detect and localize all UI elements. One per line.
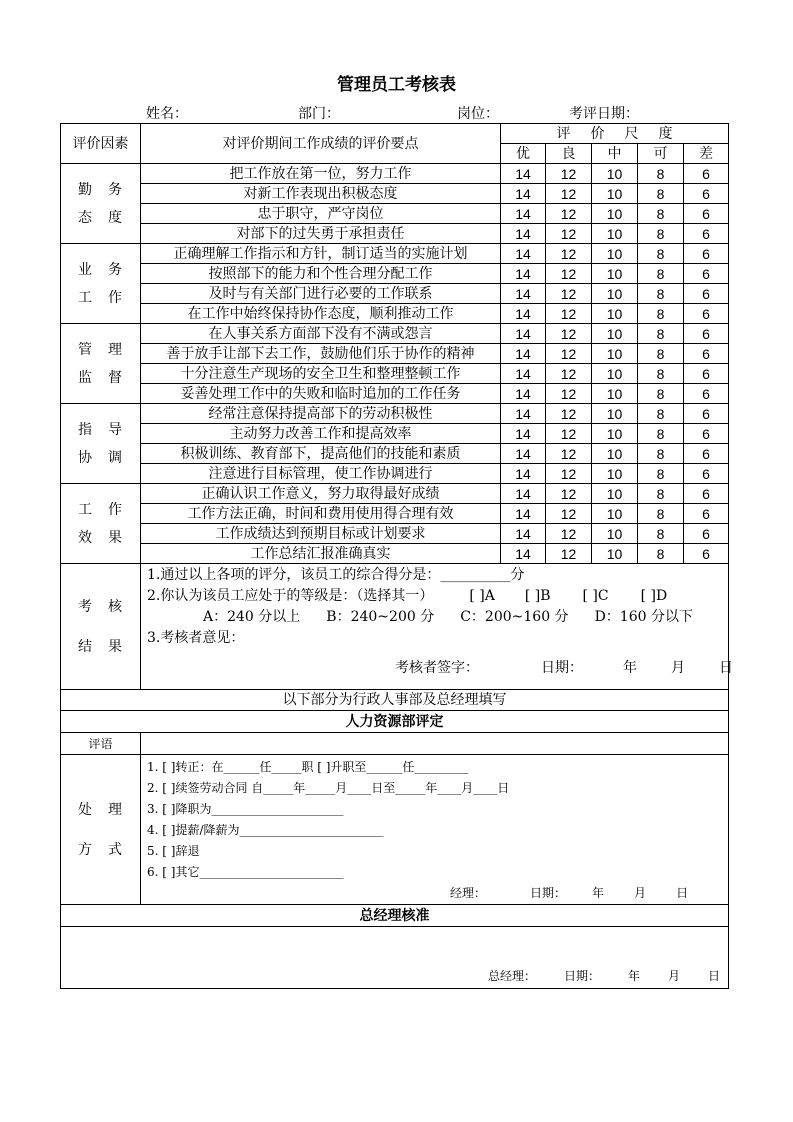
criteria-text: 把工作放在第一位，努力工作 xyxy=(141,164,501,184)
manager-sign-line xyxy=(147,883,728,904)
score-cell[interactable]: 12 xyxy=(546,444,592,464)
factor-label-line: 态 度 xyxy=(78,209,123,226)
comment-row xyxy=(61,733,729,755)
dept-label: 部门： xyxy=(298,106,340,122)
criteria-row xyxy=(61,284,729,304)
handling-option[interactable]: 4. [ ]提薪/降薪为________________________ xyxy=(147,823,384,837)
score-cell[interactable]: 10 xyxy=(592,504,638,524)
criteria-text: 在人事关系方面部下没有不满或怨言 xyxy=(141,324,501,344)
conclusion-label-line: 考 核 xyxy=(78,598,123,615)
score-cell[interactable]: 12 xyxy=(546,384,592,404)
score-cell[interactable]: 12 xyxy=(546,424,592,444)
score-cell[interactable]: 14 xyxy=(501,444,546,464)
score-cell[interactable]: 8 xyxy=(638,224,684,244)
grade-select-line xyxy=(147,586,728,607)
score-cell[interactable]: 14 xyxy=(501,464,546,484)
score-cell[interactable]: 6 xyxy=(684,484,729,504)
score-cell[interactable]: 6 xyxy=(684,444,729,464)
score-cell[interactable]: 14 xyxy=(501,264,546,284)
factor-label-line: 指 导 xyxy=(78,421,123,438)
criteria-text: 及时与有关部门进行必要的工作联系 xyxy=(141,284,501,304)
grade-select-text: 2.你认为该员工应处于的等级是：（选择其一） xyxy=(147,588,434,604)
score-cell[interactable]: 12 xyxy=(546,524,592,544)
score-cell[interactable]: 14 xyxy=(501,184,546,204)
choice-d-checkbox[interactable]: [ ]D xyxy=(640,588,668,604)
score-cell[interactable]: 12 xyxy=(546,264,592,284)
criteria-row xyxy=(61,524,729,544)
criteria-text: 在工作中始终保持协作态度，顺利推动工作 xyxy=(141,304,501,324)
score-cell[interactable]: 14 xyxy=(501,484,546,504)
month-label: 月 xyxy=(668,969,681,983)
factor-label-line: 勤 务 xyxy=(78,181,123,198)
position-label: 岗位： xyxy=(457,106,499,122)
score-cell[interactable]: 8 xyxy=(638,364,684,384)
score-cell[interactable]: 8 xyxy=(638,264,684,284)
criteria-text: 工作总结汇报准确真实 xyxy=(141,544,501,564)
header-factor: 评价因素 xyxy=(61,124,141,164)
score-cell[interactable]: 12 xyxy=(546,364,592,384)
manager-label: 经理： xyxy=(450,886,487,900)
factor-group-label xyxy=(61,324,141,404)
score-cell[interactable]: 8 xyxy=(638,444,684,464)
score-cell[interactable]: 12 xyxy=(546,284,592,304)
score-cell[interactable]: 14 xyxy=(501,324,546,344)
criteria-row xyxy=(61,184,729,204)
year-label: 年 xyxy=(592,886,605,900)
grade-good: 良 xyxy=(546,144,592,164)
factor-label-line: 工 作 xyxy=(78,501,123,518)
score-cell[interactable]: 8 xyxy=(638,504,684,524)
conclusion-label-line: 结 果 xyxy=(78,638,123,655)
evaluator-sign-line xyxy=(147,658,733,679)
factor-group-label xyxy=(61,404,141,484)
score-cell[interactable]: 8 xyxy=(638,464,684,484)
page-title: 管理员工考核表 xyxy=(337,75,456,95)
month-label: 月 xyxy=(671,660,685,676)
score-cell[interactable]: 8 xyxy=(638,304,684,324)
score-cell[interactable]: 10 xyxy=(592,264,638,284)
score-cell[interactable]: 14 xyxy=(501,204,546,224)
score-cell[interactable]: 10 xyxy=(592,524,638,544)
handling-option[interactable]: 1. [ ]转正：在______任_____职 [ ]升职至______任_________ xyxy=(147,760,469,774)
criteria-text: 正确理解工作指示和方针，制订适当的实施计划 xyxy=(141,244,501,264)
evaluation-date-label: 考评日期： xyxy=(569,106,639,122)
admin-note-row xyxy=(61,690,729,711)
header-scale xyxy=(501,124,729,144)
criteria-row xyxy=(61,404,729,424)
conclusion-label xyxy=(61,564,141,690)
grade-excellent: 优 xyxy=(501,144,546,164)
year-label: 年 xyxy=(628,969,641,983)
gm-date-label: 日期： xyxy=(563,969,600,983)
conclusion-row xyxy=(61,564,729,690)
score-cell[interactable]: 10 xyxy=(592,404,638,424)
score-cell[interactable]: 8 xyxy=(638,484,684,504)
range-a: A：240 分以上 xyxy=(203,609,301,625)
score-cell[interactable]: 6 xyxy=(684,184,729,204)
handling-option[interactable]: 2. [ ]续签劳动合同 自_____年_____月____日至_____年____月____日 xyxy=(147,781,510,795)
score-cell[interactable]: 12 xyxy=(546,304,592,324)
score-cell[interactable]: 6 xyxy=(684,424,729,444)
criteria-row xyxy=(61,444,729,464)
score-cell[interactable]: 10 xyxy=(592,484,638,504)
criteria-text: 忠于职守，严守岗位 xyxy=(141,204,501,224)
score-cell[interactable]: 14 xyxy=(501,284,546,304)
score-cell[interactable]: 8 xyxy=(638,204,684,224)
factor-label-line: 效 果 xyxy=(78,529,123,546)
criteria-row xyxy=(61,204,729,224)
criteria-row xyxy=(61,364,729,384)
gm-approval-area[interactable] xyxy=(61,927,729,989)
evaluator-sign-label: 考核者签字： xyxy=(395,660,479,676)
score-cell[interactable]: 6 xyxy=(684,504,729,524)
criteria-row xyxy=(61,504,729,524)
score-cell[interactable]: 10 xyxy=(592,184,638,204)
handling-label-line: 方 式 xyxy=(78,841,123,858)
scale-char: 尺 xyxy=(624,125,639,142)
score-cell[interactable]: 10 xyxy=(592,204,638,224)
range-d: D：160 分以下 xyxy=(594,609,693,625)
range-c: C：200~160 分 xyxy=(460,609,569,625)
score-cell[interactable]: 12 xyxy=(546,164,592,184)
handling-row xyxy=(61,755,729,905)
criteria-text: 积极训练、教育部下，提高他们的技能和素质 xyxy=(141,444,501,464)
criteria-text: 十分注意生产现场的安全卫生和整理整顿工作 xyxy=(141,364,501,384)
score-cell[interactable]: 8 xyxy=(638,384,684,404)
range-b: B：240~200 分 xyxy=(326,609,435,625)
criteria-text: 对新工作表现出积极态度 xyxy=(141,184,501,204)
score-cell[interactable]: 12 xyxy=(546,464,592,484)
score-cell[interactable]: 6 xyxy=(684,364,729,384)
grade-fair: 可 xyxy=(638,144,684,164)
criteria-text: 主动努力改善工作和提高效率 xyxy=(141,424,501,444)
score-cell[interactable]: 6 xyxy=(684,524,729,544)
score-cell[interactable]: 14 xyxy=(501,544,546,564)
comment-field[interactable] xyxy=(141,733,729,755)
header-points: 对评价期间工作成绩的评价要点 xyxy=(141,124,501,164)
criteria-row xyxy=(61,384,729,404)
score-cell[interactable]: 6 xyxy=(684,384,729,404)
criteria-text: 工作成绩达到预期目标或计划要求 xyxy=(141,524,501,544)
name-label: 姓名： xyxy=(146,106,188,122)
score-cell[interactable]: 8 xyxy=(638,404,684,424)
criteria-text: 对部下的过失勇于承担责任 xyxy=(141,224,501,244)
score-cell[interactable]: 8 xyxy=(638,284,684,304)
criteria-text: 正确认识工作意义，努力取得最好成绩 xyxy=(141,484,501,504)
factor-label-line: 工 作 xyxy=(78,289,123,306)
gm-sign-row xyxy=(61,927,729,989)
evaluator-opinion-line: 3.考核者意见： xyxy=(147,630,245,646)
criteria-row xyxy=(61,164,729,184)
score-cell[interactable]: 6 xyxy=(684,284,729,304)
score-cell[interactable]: 10 xyxy=(592,224,638,244)
criteria-row xyxy=(61,224,729,244)
criteria-text: 经常注意保持提高部下的劳动积极性 xyxy=(141,404,501,424)
score-cell[interactable]: 12 xyxy=(546,404,592,424)
handling-options xyxy=(141,755,729,905)
score-cell[interactable]: 14 xyxy=(501,424,546,444)
score-cell[interactable]: 6 xyxy=(684,544,729,564)
score-cell[interactable]: 10 xyxy=(592,244,638,264)
evaluator-date-label: 日期： xyxy=(541,660,583,676)
score-cell[interactable]: 14 xyxy=(501,364,546,384)
score-cell[interactable]: 10 xyxy=(592,304,638,324)
gm-label: 总经理： xyxy=(487,969,536,983)
criteria-text: 按照部下的能力和个性合理分配工作 xyxy=(141,264,501,284)
comment-label: 评语 xyxy=(61,733,141,755)
hr-section-title: 人力资源部评定 xyxy=(61,711,729,733)
score-cell[interactable]: 12 xyxy=(546,344,592,364)
choice-b-checkbox[interactable]: [ ]B xyxy=(524,588,551,604)
score-cell[interactable]: 14 xyxy=(501,384,546,404)
score-cell[interactable]: 8 xyxy=(638,344,684,364)
score-cell[interactable]: 12 xyxy=(546,244,592,264)
criteria-text: 注意进行目标管理，使工作协调进行 xyxy=(141,464,501,484)
score-cell[interactable]: 10 xyxy=(592,164,638,184)
evaluation-table xyxy=(60,123,733,989)
criteria-text: 工作方法正确，时间和费用使用得合理有效 xyxy=(141,504,501,524)
criteria-row xyxy=(61,244,729,264)
scale-char: 度 xyxy=(658,125,673,142)
criteria-row xyxy=(61,264,729,284)
score-cell[interactable]: 6 xyxy=(684,344,729,364)
day-label: 日 xyxy=(719,660,733,676)
score-cell[interactable]: 8 xyxy=(638,324,684,344)
admin-note: 以下部分为行政人事部及总经理填写 xyxy=(61,690,729,711)
score-cell[interactable]: 14 xyxy=(501,504,546,524)
score-cell[interactable]: 10 xyxy=(592,464,638,484)
score-cell[interactable]: 10 xyxy=(592,364,638,384)
criteria-row xyxy=(61,304,729,324)
score-cell[interactable]: 12 xyxy=(546,504,592,524)
total-score-line: 1.通过以上各项的评分，该员工的综合得分是：__________分 xyxy=(147,567,525,583)
handling-option[interactable]: 3. [ ]降职为______________________ xyxy=(147,802,344,816)
grade-ranges-line xyxy=(147,607,728,628)
factor-group-label xyxy=(61,484,141,564)
score-cell[interactable]: 10 xyxy=(592,544,638,564)
conclusion-body xyxy=(141,564,733,690)
score-cell[interactable]: 6 xyxy=(684,404,729,424)
score-cell[interactable]: 10 xyxy=(592,424,638,444)
manager-date-label: 日期： xyxy=(530,886,567,900)
factor-label-line: 监 督 xyxy=(78,369,123,386)
score-cell[interactable]: 12 xyxy=(546,204,592,224)
year-label: 年 xyxy=(623,660,637,676)
score-cell[interactable]: 8 xyxy=(638,244,684,264)
criteria-row xyxy=(61,324,729,344)
score-cell[interactable]: 12 xyxy=(546,324,592,344)
score-cell[interactable]: 14 xyxy=(501,344,546,364)
day-label: 日 xyxy=(676,886,689,900)
score-cell[interactable]: 12 xyxy=(546,184,592,204)
criteria-row xyxy=(61,424,729,444)
score-cell[interactable]: 14 xyxy=(501,224,546,244)
score-cell[interactable]: 10 xyxy=(592,344,638,364)
score-cell[interactable]: 14 xyxy=(501,404,546,424)
grade-poor: 差 xyxy=(684,144,729,164)
factor-label-line: 管 理 xyxy=(78,341,123,358)
factor-group-label xyxy=(61,164,141,244)
score-cell[interactable]: 8 xyxy=(638,424,684,444)
score-cell[interactable]: 12 xyxy=(546,544,592,564)
score-cell[interactable]: 14 xyxy=(501,164,546,184)
choice-c-checkbox[interactable]: [ ]C xyxy=(582,588,609,604)
hr-title-row xyxy=(61,711,729,733)
score-cell[interactable]: 10 xyxy=(592,284,638,304)
score-cell[interactable]: 6 xyxy=(684,204,729,224)
score-cell[interactable]: 8 xyxy=(638,524,684,544)
scale-char: 价 xyxy=(590,125,605,142)
factor-group-label xyxy=(61,244,141,324)
handling-label-line: 处 理 xyxy=(78,801,123,818)
score-cell[interactable]: 6 xyxy=(684,324,729,344)
grade-medium: 中 xyxy=(592,144,638,164)
score-cell[interactable]: 6 xyxy=(684,304,729,324)
handling-label xyxy=(61,755,141,905)
criteria-text: 妥善处理工作中的失败和临时追加的工作任务 xyxy=(141,384,501,404)
criteria-row xyxy=(61,344,729,364)
month-label: 月 xyxy=(634,886,647,900)
score-cell[interactable]: 10 xyxy=(592,444,638,464)
score-cell[interactable]: 6 xyxy=(684,164,729,184)
score-cell[interactable]: 14 xyxy=(501,244,546,264)
factor-label-line: 业 务 xyxy=(78,261,123,278)
score-cell[interactable]: 14 xyxy=(501,524,546,544)
score-cell[interactable]: 14 xyxy=(501,304,546,324)
criteria-text: 善于放手让部下去工作，鼓励他们乐于协作的精神 xyxy=(141,344,501,364)
score-cell[interactable]: 8 xyxy=(638,164,684,184)
gm-section-title: 总经理核准 xyxy=(61,905,729,927)
criteria-row xyxy=(61,464,729,484)
choice-a-checkbox[interactable]: [ ]A xyxy=(469,588,495,604)
score-cell[interactable]: 8 xyxy=(638,544,684,564)
score-cell[interactable]: 6 xyxy=(684,224,729,244)
score-cell[interactable]: 6 xyxy=(684,244,729,264)
score-cell[interactable]: 12 xyxy=(546,484,592,504)
scale-char: 评 xyxy=(556,125,571,142)
factor-label-line: 协 调 xyxy=(78,449,123,466)
score-cell[interactable]: 10 xyxy=(592,384,638,404)
score-cell[interactable]: 10 xyxy=(592,324,638,344)
criteria-row xyxy=(61,484,729,504)
day-label: 日 xyxy=(708,969,721,983)
handling-option[interactable]: 5. [ ]辞退 xyxy=(147,844,200,858)
criteria-row xyxy=(61,544,729,564)
score-cell[interactable]: 8 xyxy=(638,184,684,204)
gm-title-row xyxy=(61,905,729,927)
score-cell[interactable]: 6 xyxy=(684,464,729,484)
score-cell[interactable]: 6 xyxy=(684,264,729,284)
handling-option[interactable]: 6. [ ]其它________________________ xyxy=(147,865,344,879)
score-cell[interactable]: 12 xyxy=(546,224,592,244)
